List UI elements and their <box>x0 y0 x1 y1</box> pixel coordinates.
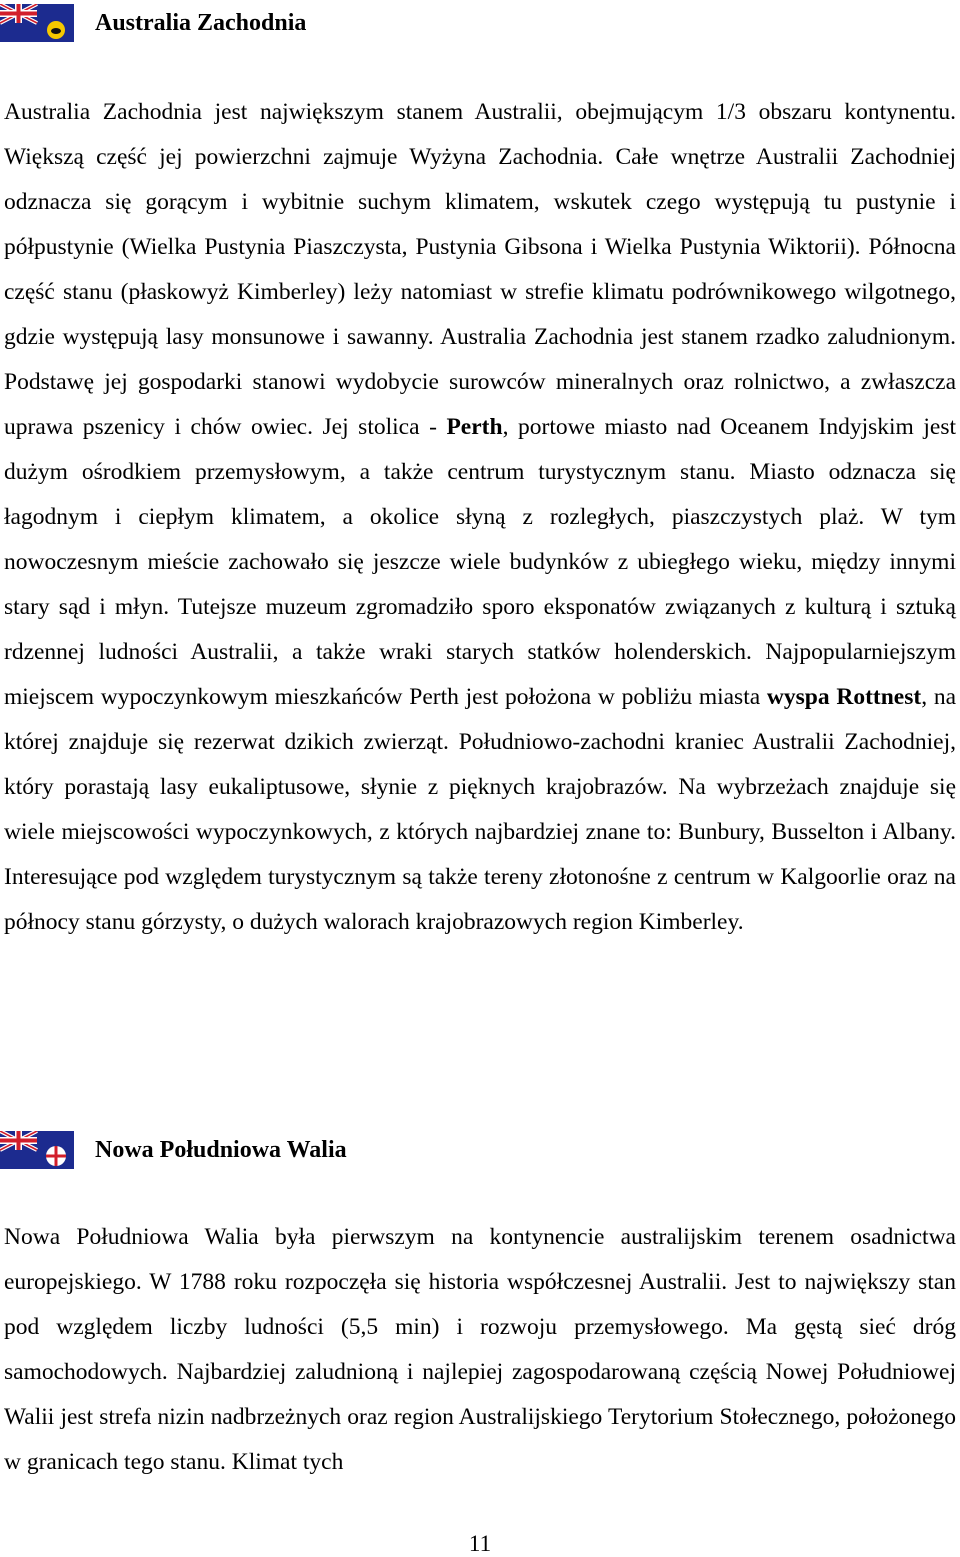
page-number: 11 <box>468 1531 492 1556</box>
section-heading-western-australia <box>0 3 306 43</box>
text-run: Australia Zachodnia jest największym stanem Australii, obejmującym 1/3 obszaru kontynentu. Większą część jej powierzchni zajmuje Wyżyna Zachodnia. Całe wnętrze Australii Zachodniej odznacza się gorącym i wybitnie suchym klimatem, wskutek czego występują tu pustynie i półpustynie (Wielka Pustynia Piaszczysta, Pustynia Gibsona i Wielka Pustynia Wiktorii). Północna część stanu (płaskowyż Kimberley) leży natomiast w strefie klimatu podrównikowego wilgotnego, gdzie występują lasy monsunowe i sawanny. Australia Zachodnia jest stanem rzadko zaludnionym. Podstawę jej gospodarki stanowi wydobycie surowców mineralnych oraz rolnictwo, a zwłaszcza uprawa pszenicy i chów owiec. Jej stolica - <box>4 99 956 440</box>
section-title: Nowa Południowa Walia <box>95 1137 347 1163</box>
new-south-wales-flag-icon <box>0 1131 74 1169</box>
western-australia-flag-icon <box>0 4 74 42</box>
section-paragraph <box>4 90 956 945</box>
text-run: Nowa Południowa Walia była pierwszym na kontynencie australijskim terenem osadnictwa europejskiego. W 1788 roku rozpoczęła się historia współczesnej Australii. Jest to największy stan pod względem liczby ludności (5,5 min) i rozwoju przemysłowego. Ma gęstą sieć dróg samochodowych. Najbardziej zaludnioną i najlepiej zagospodarowaną częścią Nowej Południowej Walii jest strefa nizin nadbrzeżnych oraz region Australijskiego Terytorium Stołecznego, położonego w granicach tego stanu. Klimat tych <box>4 1224 956 1475</box>
text-run: , portowe miasto nad Oceanem Indyjskim jest dużym ośrodkiem przemysłowym, a także centrum turystycznym stanu. Miasto odznacza się łagodnym i ciepłym klimatem, a okolice słyną z rozległych, piaszczystych plaż. W tym nowoczesnym mieście zachowało się jeszcze wiele budynków z ubiegłego wieku, między innymi stary sąd i młyn. Tutejsze muzeum zgromadziło sporo eksponatów związanych z kulturą i sztuką rdzennej ludności Australii, a także wraki starych statków holenderskich. Najpopularniejszym miejscem wypoczynkowym mieszkańców Perth jest położona w pobliżu miasta <box>4 414 956 710</box>
paragraph-text <box>4 1215 956 1485</box>
bold-text-rottnest: wyspa Rottnest <box>766 684 922 710</box>
bold-text-perth: Perth <box>446 414 503 440</box>
section-title: Australia Zachodnia <box>95 10 307 36</box>
section-paragraph <box>4 1215 956 1485</box>
text-run: , na której znajduje się rezerwat dzikich zwierząt. Południowo-zachodni kraniec Australii Zachodniej, który porastają lasy eukaliptusowe, słynie z pięknych krajobrazów. Na wybrzeżach znajduje się wiele miejscowości wypoczynkowych, z których najbardziej znane to: Bunbury, Busselton i Albany. Interesujące pod względem turystycznym są także tereny złotonośne z centrum w Kalgoorlie oraz na północy stanu górzysty, o dużych walorach krajobrazowych region Kimberley. <box>4 684 957 935</box>
section-heading-new-south-wales <box>0 1130 347 1170</box>
paragraph-text <box>4 90 956 945</box>
